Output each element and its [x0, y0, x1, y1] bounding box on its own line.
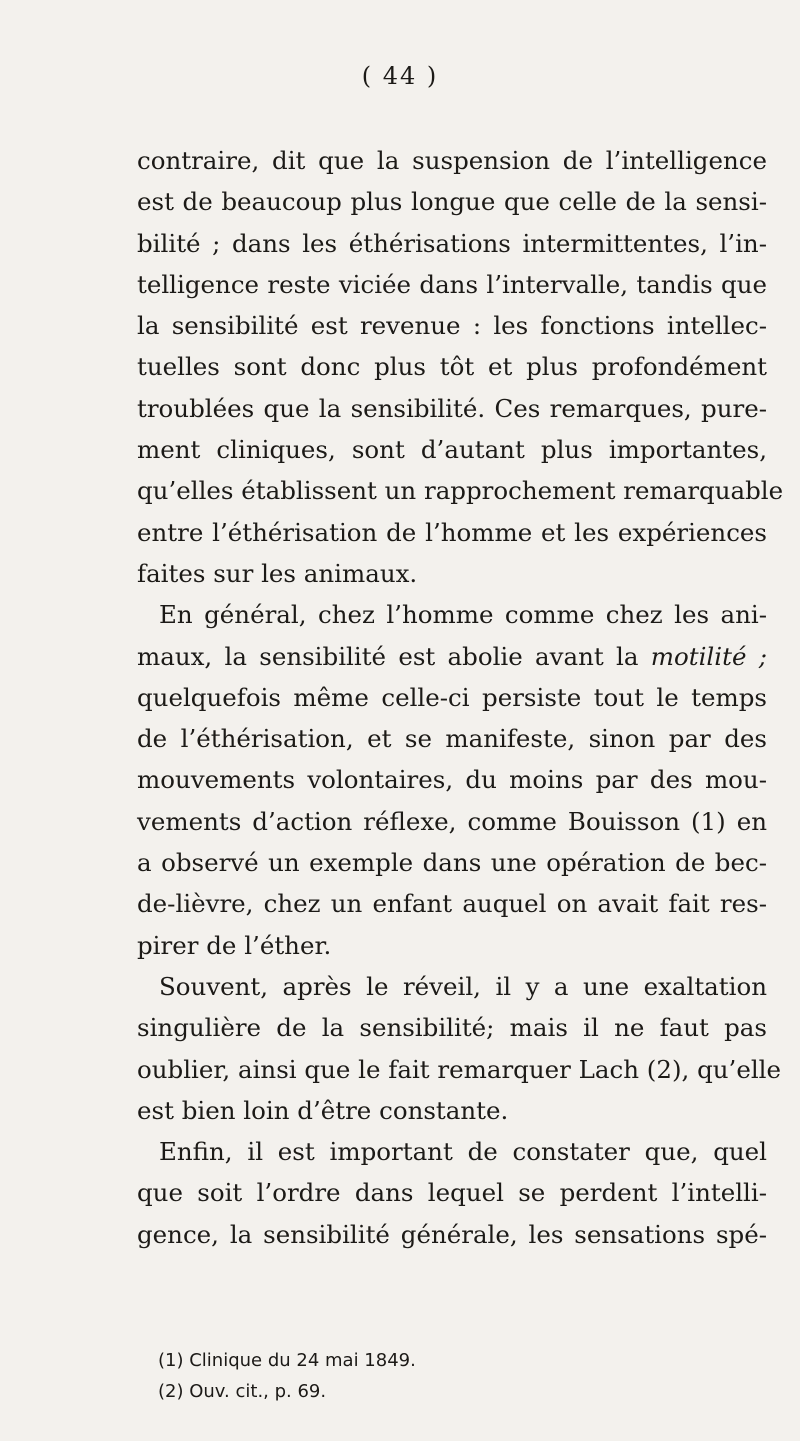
text-line: qu’elles établissent un rapprochement remarquable [137, 476, 784, 506]
text-line: a observé un exemple dans une opération de bec- [137, 848, 767, 878]
text-line: ment cliniques, sont d’autant plus importantes, [137, 435, 767, 465]
text-line-paragraph-start: Souvent, après le réveil, il y a une exaltation [159, 971, 767, 1001]
text-line: de-lièvre, chez un enfant auquel on avait fait res- [137, 889, 767, 919]
text-line: la sensibilité est revenue : les fonctions intellec- [137, 311, 767, 341]
text-line: tuelles sont donc plus tôt et plus profondément [137, 352, 767, 382]
text-line-paragraph-end: est bien loin d’être constante. [137, 1095, 509, 1125]
page-number: ( 44 ) [361, 62, 439, 90]
text-line-paragraph-end: pirer de l’éther. [137, 930, 332, 960]
text-line: singulière de la sensibilité; mais il ne faut pas [137, 1013, 767, 1043]
text-line: gence, la sensibilité générale, les sensations spé- [137, 1219, 767, 1249]
text-line-paragraph-start: En général, chez l’homme comme chez les ani- [159, 600, 767, 630]
text-line-paragraph-start: Enfin, il est important de constater que, quel [159, 1137, 767, 1167]
italic-word: motilité ; [650, 641, 767, 671]
footnote: (2) Ouv. cit., p. 69. [158, 1381, 327, 1402]
text-line: troublées que la sensibilité. Ces remarques, pure- [137, 393, 767, 423]
text-line: quelquefois même celle-ci persiste tout le temps [137, 682, 767, 712]
text-line: vements d’action réflexe, comme Bouisson (1) en [137, 806, 767, 836]
text-line: telligence reste viciée dans l’intervalle, tandis que [137, 269, 767, 299]
text-line: bilité ; dans les éthérisations intermittentes, l’in- [137, 228, 767, 258]
text-line: mouvements volontaires, du moins par des mou- [137, 765, 767, 795]
text-line: entre l’éthérisation de l’homme et les expériences [137, 517, 767, 547]
text-line: de l’éthérisation, et se manifeste, sinon par des [137, 724, 767, 754]
footnotes [158, 1345, 758, 1407]
text-line: est de beaucoup plus longue que celle de la sensi- [137, 187, 767, 217]
text-line: contraire, dit que la suspension de l’intelligence [137, 146, 767, 175]
text-segment: maux, la sensibilité est abolie avant la [137, 641, 639, 671]
text-line-with-italic [137, 636, 767, 677]
text-line: oublier, ainsi que le fait remarquer Lach (2), qu’elle [137, 1054, 781, 1084]
text-line: que soit l’ordre dans lequel se perdent l’intelli- [137, 1178, 767, 1208]
footnote: (1) Clinique du 24 mai 1849. [158, 1350, 416, 1371]
body-text [137, 140, 784, 1255]
text-line-paragraph-end: faites sur les animaux. [137, 558, 418, 588]
